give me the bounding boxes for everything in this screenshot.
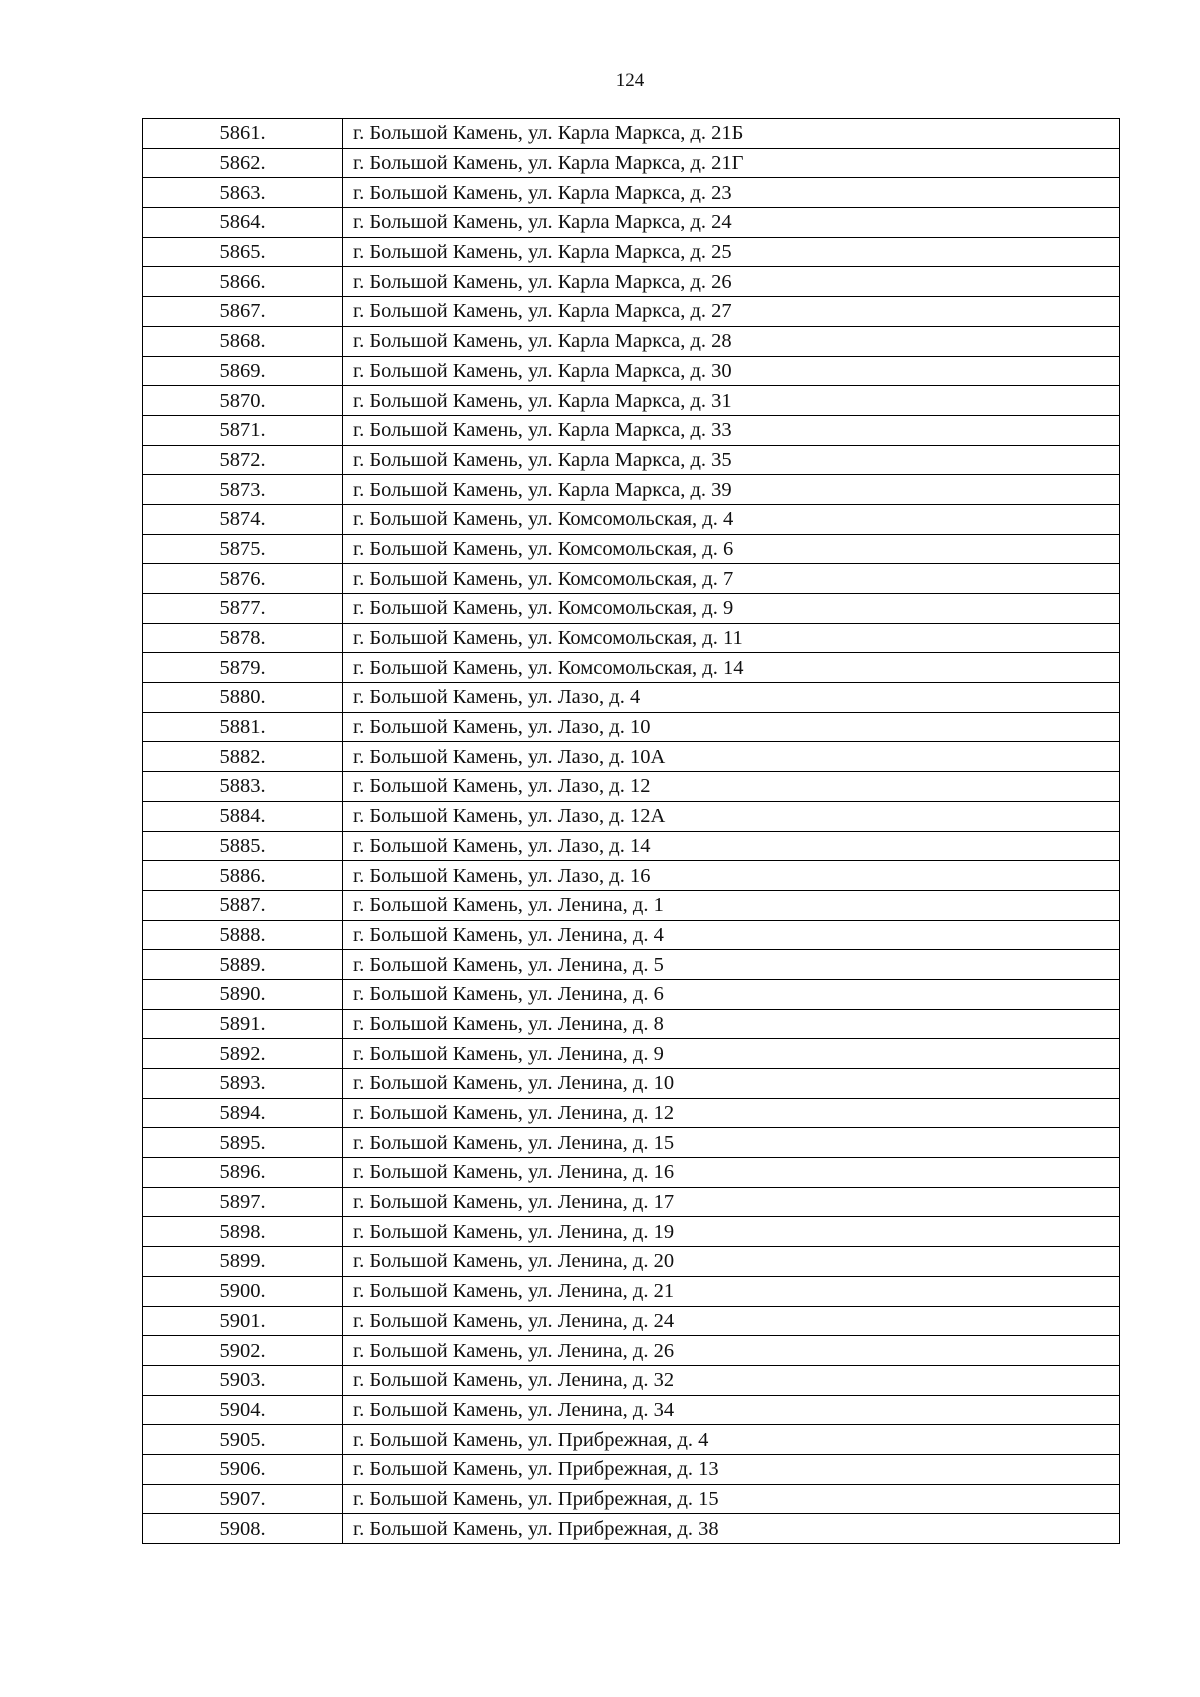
row-number-cell: 5877. — [143, 594, 343, 624]
address-cell: г. Большой Камень, ул. Ленина, д. 6 — [343, 979, 1120, 1009]
table-row — [143, 742, 1120, 772]
address-cell: г. Большой Камень, ул. Лазо, д. 12 — [343, 772, 1120, 802]
table-row — [143, 1098, 1120, 1128]
page-number: 124 — [615, 70, 645, 91]
table-row — [143, 594, 1120, 624]
row-number-cell: 5902. — [143, 1336, 343, 1366]
table-row — [143, 297, 1120, 327]
address-cell: г. Большой Камень, ул. Карла Маркса, д. 21Г — [343, 148, 1120, 178]
address-cell: г. Большой Камень, ул. Ленина, д. 8 — [343, 1009, 1120, 1039]
table-row — [143, 1247, 1120, 1277]
table-row — [143, 861, 1120, 891]
row-number-cell: 5882. — [143, 742, 343, 772]
address-cell: г. Большой Камень, ул. Карла Маркса, д. 27 — [343, 297, 1120, 327]
row-number-cell: 5880. — [143, 683, 343, 713]
address-cell: г. Большой Камень, ул. Карла Маркса, д. 25 — [343, 237, 1120, 267]
row-number-cell: 5869. — [143, 356, 343, 386]
table-row — [143, 890, 1120, 920]
table-row — [143, 445, 1120, 475]
row-number-cell: 5863. — [143, 178, 343, 208]
row-number-cell: 5888. — [143, 920, 343, 950]
table-row — [143, 1336, 1120, 1366]
address-cell: г. Большой Камень, ул. Ленина, д. 16 — [343, 1158, 1120, 1188]
address-table-body — [143, 119, 1120, 1544]
address-cell: г. Большой Камень, ул. Лазо, д. 10 — [343, 712, 1120, 742]
address-cell: г. Большой Камень, ул. Ленина, д. 34 — [343, 1395, 1120, 1425]
address-cell: г. Большой Камень, ул. Комсомольская, д. 14 — [343, 653, 1120, 683]
address-cell: г. Большой Камень, ул. Карла Маркса, д. 33 — [343, 415, 1120, 445]
row-number-cell: 5867. — [143, 297, 343, 327]
table-row — [143, 653, 1120, 683]
row-number-cell: 5903. — [143, 1365, 343, 1395]
row-number-cell: 5875. — [143, 534, 343, 564]
address-cell: г. Большой Камень, ул. Комсомольская, д. 4 — [343, 504, 1120, 534]
address-cell: г. Большой Камень, ул. Лазо, д. 10А — [343, 742, 1120, 772]
table-row — [143, 119, 1120, 149]
row-number-cell: 5884. — [143, 801, 343, 831]
table-row — [143, 267, 1120, 297]
row-number-cell: 5865. — [143, 237, 343, 267]
table-row — [143, 1306, 1120, 1336]
address-cell: г. Большой Камень, ул. Ленина, д. 26 — [343, 1336, 1120, 1366]
row-number-cell: 5908. — [143, 1514, 343, 1544]
address-cell: г. Большой Камень, ул. Ленина, д. 17 — [343, 1187, 1120, 1217]
table-row — [143, 950, 1120, 980]
row-number-cell: 5905. — [143, 1425, 343, 1455]
row-number-cell: 5897. — [143, 1187, 343, 1217]
row-number-cell: 5899. — [143, 1247, 343, 1277]
row-number-cell: 5864. — [143, 208, 343, 238]
address-cell: г. Большой Камень, ул. Карла Маркса, д. 35 — [343, 445, 1120, 475]
table-row — [143, 178, 1120, 208]
table-row — [143, 772, 1120, 802]
table-row — [143, 712, 1120, 742]
table-row — [143, 1158, 1120, 1188]
row-number-cell: 5871. — [143, 415, 343, 445]
address-cell: г. Большой Камень, ул. Ленина, д. 15 — [343, 1128, 1120, 1158]
address-cell: г. Большой Камень, ул. Комсомольская, д. 6 — [343, 534, 1120, 564]
table-row — [143, 386, 1120, 416]
address-cell: г. Большой Камень, ул. Ленина, д. 19 — [343, 1217, 1120, 1247]
row-number-cell: 5878. — [143, 623, 343, 653]
row-number-cell: 5891. — [143, 1009, 343, 1039]
address-cell: г. Большой Камень, ул. Карла Маркса, д. 21Б — [343, 119, 1120, 149]
table-row — [143, 920, 1120, 950]
address-cell: г. Большой Камень, ул. Карла Маркса, д. 26 — [343, 267, 1120, 297]
table-row — [143, 801, 1120, 831]
address-cell: г. Большой Камень, ул. Прибрежная, д. 15 — [343, 1484, 1120, 1514]
row-number-cell: 5876. — [143, 564, 343, 594]
row-number-cell: 5895. — [143, 1128, 343, 1158]
table-row — [143, 534, 1120, 564]
address-cell: г. Большой Камень, ул. Ленина, д. 21 — [343, 1276, 1120, 1306]
address-cell: г. Большой Камень, ул. Карла Маркса, д. 28 — [343, 326, 1120, 356]
row-number-cell: 5885. — [143, 831, 343, 861]
table-row — [143, 1217, 1120, 1247]
address-cell: г. Большой Камень, ул. Прибрежная, д. 13 — [343, 1454, 1120, 1484]
address-cell: г. Большой Камень, ул. Карла Маркса, д. 23 — [343, 178, 1120, 208]
address-cell: г. Большой Камень, ул. Ленина, д. 20 — [343, 1247, 1120, 1277]
row-number-cell: 5907. — [143, 1484, 343, 1514]
table-row — [143, 1069, 1120, 1099]
table-row — [143, 831, 1120, 861]
row-number-cell: 5874. — [143, 504, 343, 534]
table-row — [143, 564, 1120, 594]
row-number-cell: 5879. — [143, 653, 343, 683]
table-row — [143, 623, 1120, 653]
address-cell: г. Большой Камень, ул. Ленина, д. 24 — [343, 1306, 1120, 1336]
table-row — [143, 1039, 1120, 1069]
address-cell: г. Большой Камень, ул. Ленина, д. 5 — [343, 950, 1120, 980]
address-cell: г. Большой Камень, ул. Лазо, д. 12А — [343, 801, 1120, 831]
row-number-cell: 5906. — [143, 1454, 343, 1484]
table-row — [143, 1484, 1120, 1514]
row-number-cell: 5893. — [143, 1069, 343, 1099]
row-number-cell: 5887. — [143, 890, 343, 920]
row-number-cell: 5881. — [143, 712, 343, 742]
address-cell: г. Большой Камень, ул. Ленина, д. 4 — [343, 920, 1120, 950]
address-cell: г. Большой Камень, ул. Прибрежная, д. 38 — [343, 1514, 1120, 1544]
row-number-cell: 5872. — [143, 445, 343, 475]
table-row — [143, 148, 1120, 178]
row-number-cell: 5868. — [143, 326, 343, 356]
row-number-cell: 5901. — [143, 1306, 343, 1336]
table-row — [143, 475, 1120, 505]
address-cell: г. Большой Камень, ул. Прибрежная, д. 4 — [343, 1425, 1120, 1455]
row-number-cell: 5862. — [143, 148, 343, 178]
address-cell: г. Большой Камень, ул. Карла Маркса, д. 31 — [343, 386, 1120, 416]
row-number-cell: 5889. — [143, 950, 343, 980]
address-cell: г. Большой Камень, ул. Комсомольская, д. 9 — [343, 594, 1120, 624]
table-row — [143, 356, 1120, 386]
row-number-cell: 5904. — [143, 1395, 343, 1425]
table-row — [143, 1425, 1120, 1455]
row-number-cell: 5890. — [143, 979, 343, 1009]
table-row — [143, 1187, 1120, 1217]
address-cell: г. Большой Камень, ул. Ленина, д. 12 — [343, 1098, 1120, 1128]
address-cell: г. Большой Камень, ул. Комсомольская, д. 11 — [343, 623, 1120, 653]
row-number-cell: 5866. — [143, 267, 343, 297]
row-number-cell: 5896. — [143, 1158, 343, 1188]
table-row — [143, 237, 1120, 267]
row-number-cell: 5861. — [143, 119, 343, 149]
row-number-cell: 5892. — [143, 1039, 343, 1069]
address-cell: г. Большой Камень, ул. Лазо, д. 14 — [343, 831, 1120, 861]
row-number-cell: 5870. — [143, 386, 343, 416]
table-row — [143, 1365, 1120, 1395]
address-cell: г. Большой Камень, ул. Ленина, д. 1 — [343, 890, 1120, 920]
row-number-cell: 5873. — [143, 475, 343, 505]
table-row — [143, 504, 1120, 534]
row-number-cell: 5886. — [143, 861, 343, 891]
row-number-cell: 5883. — [143, 772, 343, 802]
address-cell: г. Большой Камень, ул. Карла Маркса, д. 39 — [343, 475, 1120, 505]
address-cell: г. Большой Камень, ул. Лазо, д. 4 — [343, 683, 1120, 713]
address-cell: г. Большой Камень, ул. Лазо, д. 16 — [343, 861, 1120, 891]
table-row — [143, 1454, 1120, 1484]
address-table — [142, 118, 1120, 1544]
table-row — [143, 1514, 1120, 1544]
address-cell: г. Большой Камень, ул. Ленина, д. 9 — [343, 1039, 1120, 1069]
table-row — [143, 208, 1120, 238]
row-number-cell: 5894. — [143, 1098, 343, 1128]
address-cell: г. Большой Камень, ул. Ленина, д. 32 — [343, 1365, 1120, 1395]
table-row — [143, 1276, 1120, 1306]
address-cell: г. Большой Камень, ул. Комсомольская, д. 7 — [343, 564, 1120, 594]
table-row — [143, 415, 1120, 445]
table-row — [143, 326, 1120, 356]
table-row — [143, 1009, 1120, 1039]
table-row — [143, 1395, 1120, 1425]
address-cell: г. Большой Камень, ул. Карла Маркса, д. 30 — [343, 356, 1120, 386]
table-row — [143, 1128, 1120, 1158]
table-row — [143, 979, 1120, 1009]
address-cell: г. Большой Камень, ул. Ленина, д. 10 — [343, 1069, 1120, 1099]
address-cell: г. Большой Камень, ул. Карла Маркса, д. 24 — [343, 208, 1120, 238]
row-number-cell: 5898. — [143, 1217, 343, 1247]
row-number-cell: 5900. — [143, 1276, 343, 1306]
table-row — [143, 683, 1120, 713]
